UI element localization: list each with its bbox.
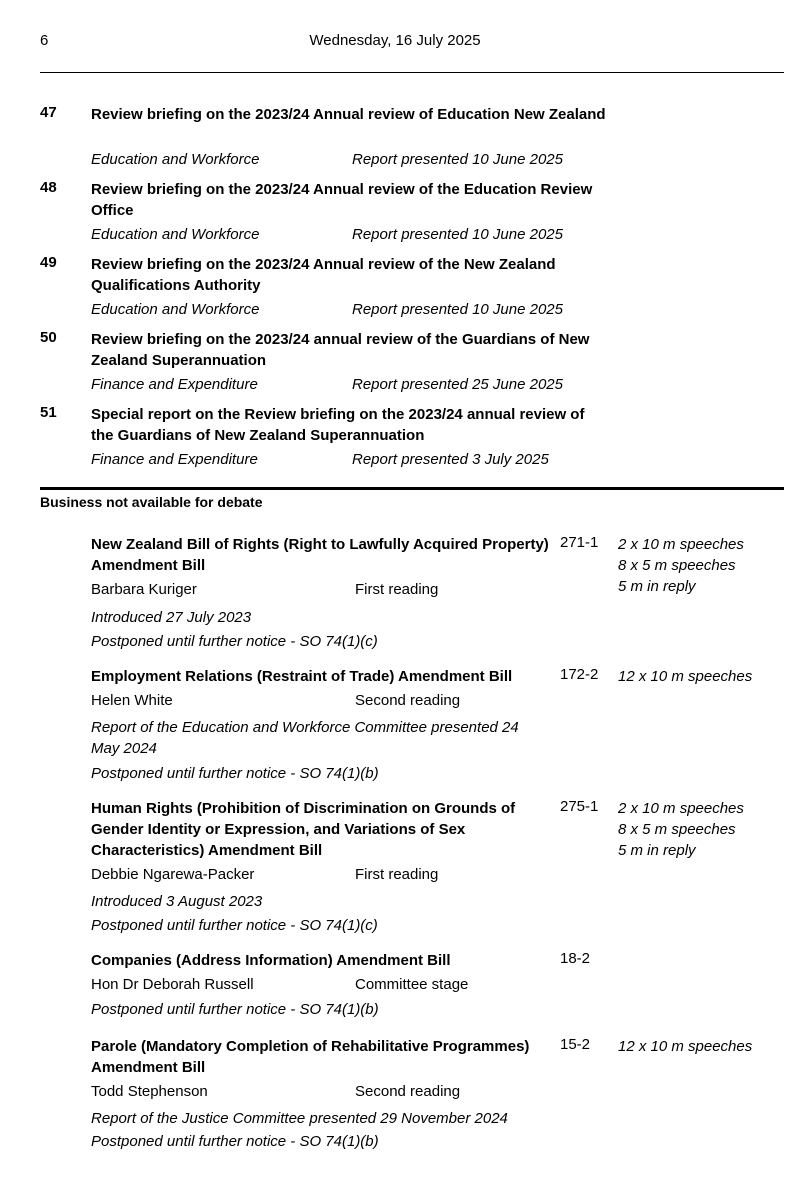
header-divider xyxy=(40,72,784,73)
report-presented: Report presented 3 July 2025 xyxy=(352,451,549,468)
bill-postponed: Postponed until further notice - SO 74(1)(c) xyxy=(91,633,378,650)
page-date: Wednesday, 16 July 2025 xyxy=(309,32,481,49)
bill-note: Introduced 27 July 2023 xyxy=(91,609,252,626)
report-presented: Report presented 10 June 2025 xyxy=(352,226,563,243)
bill-number: 18-2 xyxy=(560,950,591,967)
bill-title: Human Rights (Prohibition of Discrimination on Grounds of Gender Identity or Expression, and Variations of Sex Characteristics) Amendment Bill xyxy=(91,800,516,859)
bill-number: 275-1 xyxy=(560,798,599,815)
page-number: 6 xyxy=(40,32,49,49)
bill-member: Debbie Ngarewa-Packer xyxy=(91,866,255,883)
report-title: Review briefing on the 2023/24 Annual review of the New Zealand Qualifications Authority xyxy=(91,256,556,294)
speech-line: 12 x 10 m speeches xyxy=(618,1038,753,1055)
speech-line: 2 x 10 m speeches xyxy=(618,800,744,817)
bill-stage: Committee stage xyxy=(355,976,469,993)
report-title: Review briefing on the 2023/24 Annual review of Education New Zealand xyxy=(91,106,606,123)
bill-title: New Zealand Bill of Rights (Right to Lawfully Acquired Property) Amendment Bill xyxy=(91,536,549,574)
speech-allocation xyxy=(618,666,752,687)
bill-postponed: Postponed until further notice - SO 74(1)(b) xyxy=(91,1133,379,1150)
section-divider xyxy=(40,487,784,490)
report-committee: Finance and Expenditure xyxy=(91,451,258,468)
report-number: 51 xyxy=(40,404,57,421)
bill-title: Employment Relations (Restraint of Trade) Amendment Bill xyxy=(91,668,513,685)
report-number: 50 xyxy=(40,329,57,346)
bill-stage: Second reading xyxy=(355,1083,461,1100)
report-title: Review briefing on the 2023/24 Annual review of the Education Review Office xyxy=(91,181,593,219)
speech-line: 8 x 5 m speeches xyxy=(618,821,736,838)
bill-stage: First reading xyxy=(355,581,439,598)
bill-stage: First reading xyxy=(355,866,439,883)
speech-line: 2 x 10 m speeches xyxy=(618,536,744,553)
section-heading: Business not available for debate xyxy=(40,494,263,510)
bill-member: Todd Stephenson xyxy=(91,1083,208,1100)
bill-stage: Second reading xyxy=(355,692,461,709)
bill-postponed: Postponed until further notice - SO 74(1)(b) xyxy=(91,765,379,782)
speech-line: 12 x 10 m speeches xyxy=(618,668,753,685)
bill-note: Report of the Justice Committee presented 29 November 2024 xyxy=(91,1110,508,1127)
speech-line: 8 x 5 m speeches xyxy=(618,557,736,574)
speech-line: 5 m in reply xyxy=(618,578,696,595)
report-committee: Education and Workforce xyxy=(91,151,260,168)
report-committee: Finance and Expenditure xyxy=(91,376,258,393)
bill-number: 15-2 xyxy=(560,1036,591,1053)
report-title: Review briefing on the 2023/24 annual review of the Guardians of New Zealand Superannuation xyxy=(91,331,590,369)
report-number: 47 xyxy=(40,104,57,121)
bill-note: Report of the Education and Workforce Committee presented 24 May 2024 xyxy=(91,719,519,757)
speech-allocation xyxy=(618,1036,752,1057)
bill-title: Parole (Mandatory Completion of Rehabilitative Programmes) Amendment Bill xyxy=(91,1038,530,1076)
report-number: 49 xyxy=(40,254,57,271)
bill-title: Companies (Address Information) Amendment Bill xyxy=(91,952,451,969)
report-presented: Report presented 25 June 2025 xyxy=(352,376,563,393)
speech-allocation xyxy=(618,534,744,597)
bill-member: Barbara Kuriger xyxy=(91,581,197,598)
bill-number: 172-2 xyxy=(560,666,599,683)
bill-number: 271-1 xyxy=(560,534,599,551)
page-header xyxy=(0,32,790,56)
report-committee: Education and Workforce xyxy=(91,301,260,318)
bill-member: Helen White xyxy=(91,692,173,709)
bill-member: Hon Dr Deborah Russell xyxy=(91,976,254,993)
report-number: 48 xyxy=(40,179,57,196)
report-presented: Report presented 10 June 2025 xyxy=(352,301,563,318)
speech-line: 5 m in reply xyxy=(618,842,696,859)
bill-postponed: Postponed until further notice - SO 74(1)(b) xyxy=(91,1001,379,1018)
bill-postponed: Postponed until further notice - SO 74(1)(c) xyxy=(91,917,378,934)
report-presented: Report presented 10 June 2025 xyxy=(352,151,563,168)
bill-note: Introduced 3 August 2023 xyxy=(91,893,263,910)
speech-allocation xyxy=(618,798,744,861)
report-committee: Education and Workforce xyxy=(91,226,260,243)
report-title: Special report on the Review briefing on the 2023/24 annual review of the Guardians of New Zealand Superannuation xyxy=(91,406,585,444)
